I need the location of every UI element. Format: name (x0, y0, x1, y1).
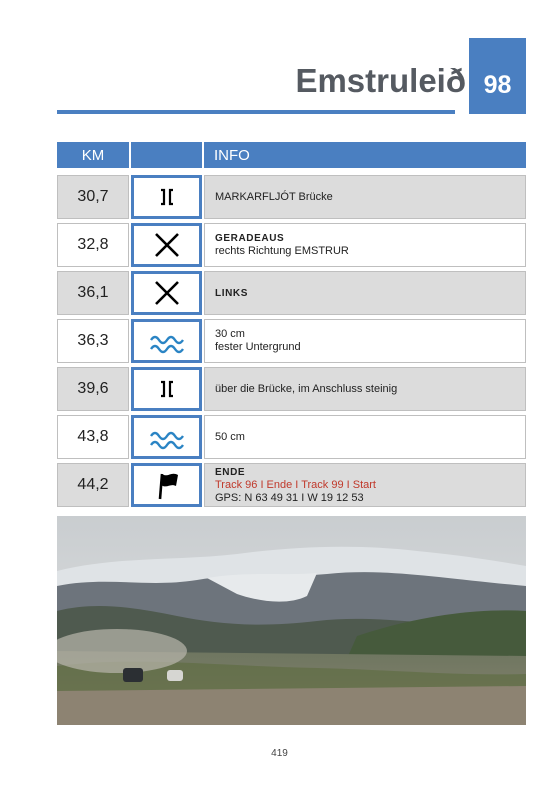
bridge-icon (134, 370, 199, 408)
info-text: über die Brücke, im Anschluss steinig (215, 382, 398, 395)
instruction-keyword: ENDE (215, 466, 246, 478)
landscape-photo (57, 516, 526, 725)
instruction-keyword: LINKS (215, 287, 248, 299)
instruction-keyword: GERADEAUS (215, 233, 285, 244)
page-number: 419 (271, 748, 288, 759)
km-value: 36,3 (57, 319, 129, 363)
km-value: 39,6 (57, 367, 129, 411)
table-row (57, 319, 526, 363)
info-text: fester Untergrund (215, 341, 301, 353)
water-icon (134, 418, 199, 456)
info-cell (204, 415, 526, 459)
info-cell (204, 319, 526, 363)
title-underline (57, 110, 455, 114)
km-value: 30,7 (57, 175, 129, 219)
icon-cell (131, 319, 202, 363)
info-text: MARKARFLJÓT Brücke (215, 190, 333, 203)
info-text: 50 cm (215, 430, 245, 443)
page-title: Emstruleið (295, 62, 466, 99)
icon-cell (131, 271, 202, 315)
info-text: 30 cm (215, 328, 245, 340)
table-row (57, 415, 526, 459)
crossing-icon (134, 274, 199, 312)
info-cell (204, 223, 526, 267)
info-text: rechts Richtung EMSTRUR (215, 245, 349, 257)
track-reference: Track 96 I Ende I Track 99 I Start (215, 478, 376, 491)
icon-cell (131, 463, 202, 507)
crossing-icon (134, 226, 199, 264)
info-cell (204, 367, 526, 411)
icon-cell (131, 175, 202, 219)
table-row (57, 175, 526, 219)
info-cell (204, 271, 526, 315)
column-header-info: INFO (204, 142, 526, 168)
table-row (57, 223, 526, 267)
km-value: 36,1 (57, 271, 129, 315)
icon-cell (131, 415, 202, 459)
info-cell (204, 463, 526, 507)
icon-cell (131, 223, 202, 267)
table-row (57, 463, 526, 507)
water-icon (134, 322, 199, 360)
km-value: 43,8 (57, 415, 129, 459)
info-cell (204, 175, 526, 219)
flag-icon (134, 466, 199, 504)
icon-cell (131, 367, 202, 411)
bridge-icon (134, 178, 199, 216)
photo-glacier-road (57, 516, 526, 725)
info-text: GPS: N 63 49 31 I W 19 12 53 (215, 491, 364, 504)
table-row (57, 367, 526, 411)
column-header-km: KM (57, 142, 129, 168)
km-value: 44,2 (57, 463, 129, 507)
chapter-number-badge: 98 (469, 38, 526, 114)
table-row (57, 271, 526, 315)
column-header-icon (131, 142, 202, 168)
km-value: 32,8 (57, 223, 129, 267)
